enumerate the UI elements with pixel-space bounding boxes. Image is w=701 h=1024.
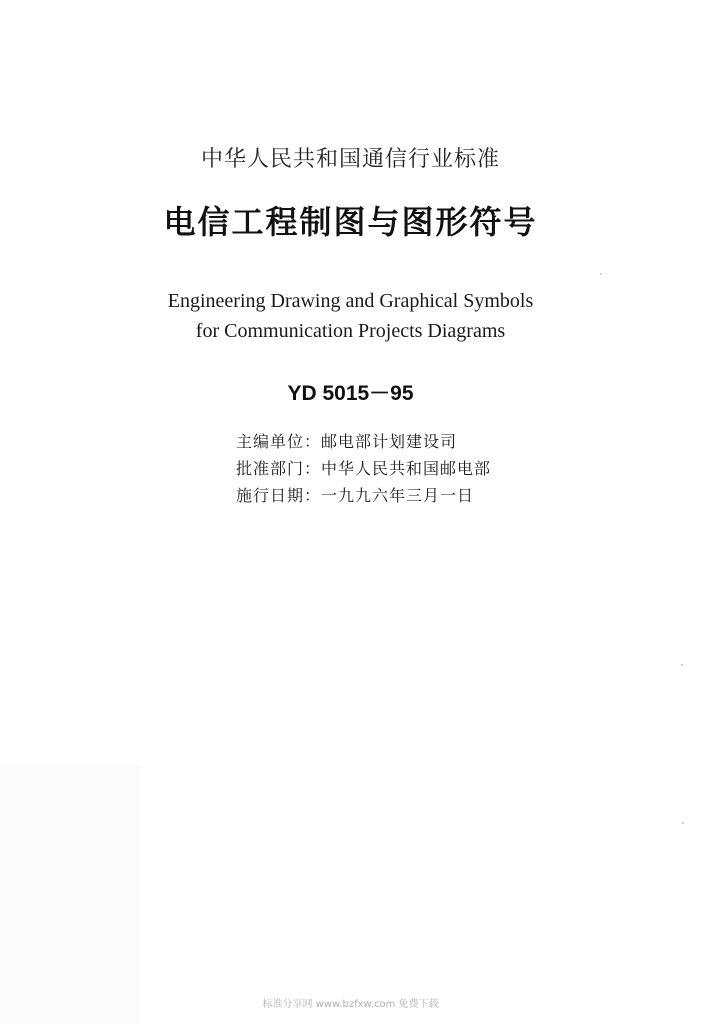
standard-category: 中华人民共和国通信行业标准: [200, 147, 500, 172]
meta-value: 邮电部计划建设司: [321, 432, 458, 451]
meta-row-approver: [236, 455, 491, 482]
scan-speck: [681, 664, 683, 666]
scan-speck: [682, 822, 684, 824]
meta-label: 批准部门：: [236, 459, 322, 478]
publication-info: [236, 428, 491, 509]
title-english: [0, 286, 701, 346]
meta-label: 主编单位：: [236, 432, 322, 451]
scan-speck: [600, 273, 602, 275]
scan-shading: [0, 765, 140, 1024]
title-english-line-2: for Communication Projects Diagrams: [195, 320, 506, 342]
meta-label: 施行日期：: [236, 486, 322, 505]
footer-watermark: 标准分享网 www.bzfxw.com 免费下载: [262, 999, 439, 1010]
meta-row-effective-date: [236, 482, 491, 509]
meta-value: 中华人民共和国邮电部: [321, 459, 492, 478]
standard-code: YD 5015－95: [287, 382, 414, 405]
title-english-line-1: Engineering Drawing and Graphical Symbols: [167, 290, 534, 312]
meta-value: 一九九六年三月一日: [321, 486, 475, 505]
meta-row-editor: [236, 428, 491, 455]
title-chinese: 电信工程制图与图形符号: [163, 203, 538, 241]
